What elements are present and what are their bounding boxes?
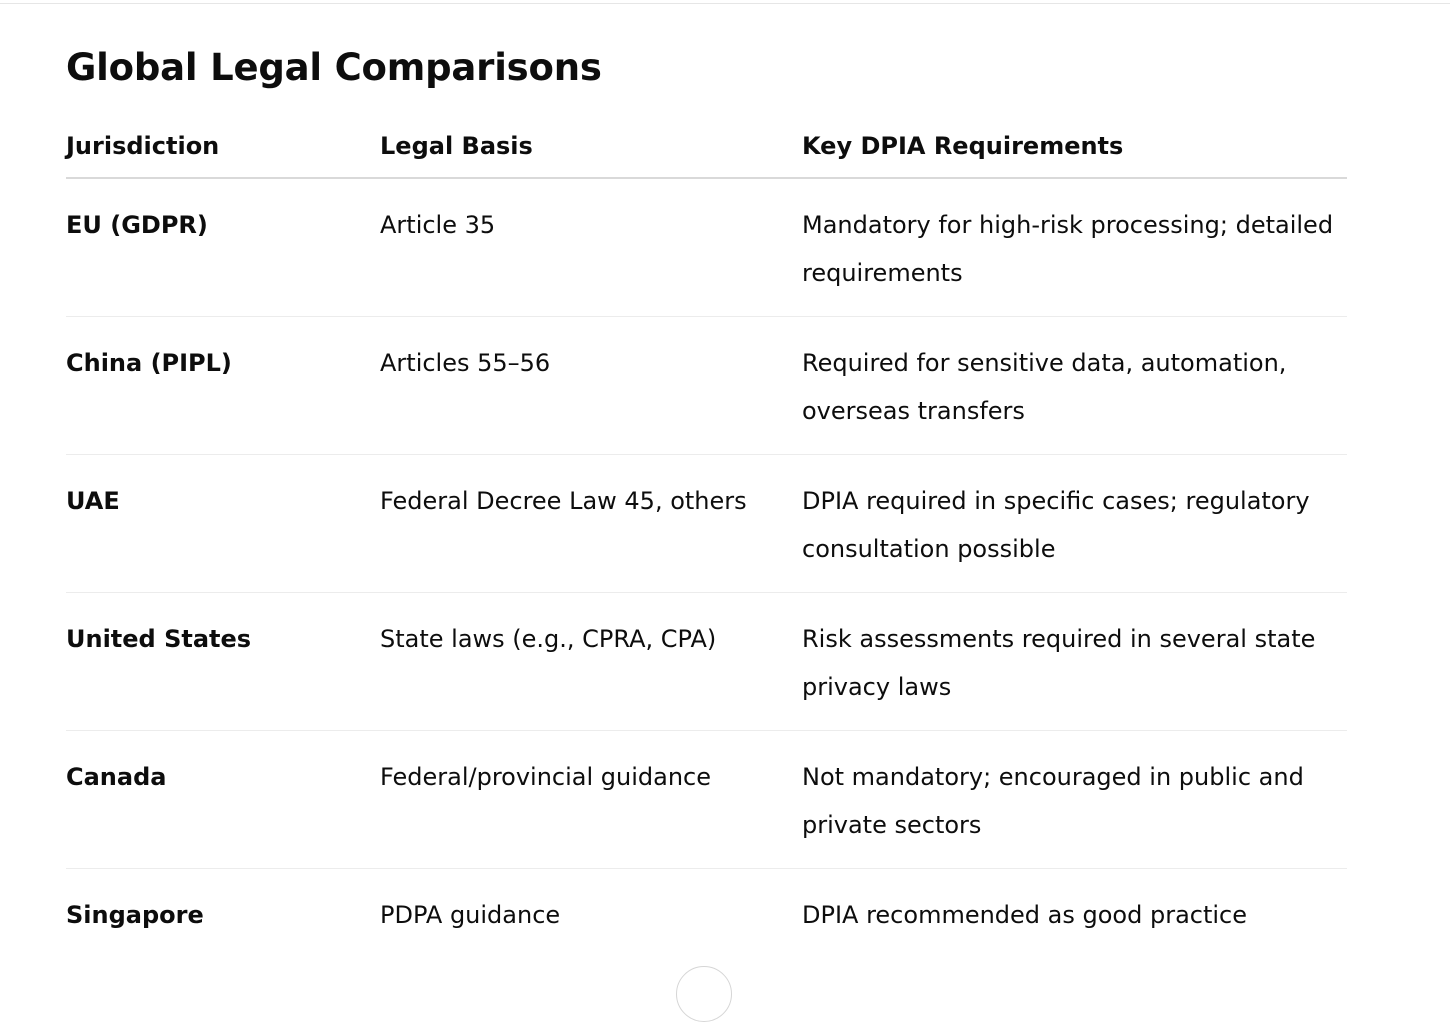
cell-legal-basis: PDPA guidance xyxy=(380,901,561,929)
table-row xyxy=(66,731,1347,869)
cell-requirements: Required for sensitive data, automation, overseas transfers xyxy=(802,349,1287,425)
cell-requirements: Mandatory for high-risk processing; detailed requirements xyxy=(802,211,1334,287)
cell-requirements: Not mandatory; encouraged in public and private sectors xyxy=(802,763,1304,839)
cell-jurisdiction: UAE xyxy=(66,487,120,515)
header-jurisdiction: Jurisdiction xyxy=(66,132,220,160)
table-row xyxy=(66,593,1347,731)
header-legal-basis: Legal Basis xyxy=(380,132,533,160)
table-header-row xyxy=(66,122,1347,179)
cell-requirements: DPIA recommended as good practice xyxy=(802,901,1248,929)
comparison-table xyxy=(66,122,1347,1006)
cell-jurisdiction: EU (GDPR) xyxy=(66,211,208,239)
table-row xyxy=(66,455,1347,593)
table-row xyxy=(66,179,1347,317)
cell-requirements: DPIA required in specific cases; regulatory consultation possible xyxy=(802,487,1310,563)
cell-legal-basis: State laws (e.g., CPRA, CPA) xyxy=(380,625,717,653)
top-divider xyxy=(0,3,1450,4)
cell-legal-basis: Articles 55–56 xyxy=(380,349,551,377)
cell-legal-basis: Federal/provincial guidance xyxy=(380,763,712,791)
cell-jurisdiction: China (PIPL) xyxy=(66,349,232,377)
table-row xyxy=(66,317,1347,455)
scroll-down-button[interactable] xyxy=(676,966,732,1022)
cell-legal-basis: Article 35 xyxy=(380,211,496,239)
cell-jurisdiction: Singapore xyxy=(66,901,204,929)
header-key-dpia-requirements: Key DPIA Requirements xyxy=(802,132,1124,160)
section-heading: Global Legal Comparisons xyxy=(66,46,602,89)
cell-jurisdiction: Canada xyxy=(66,763,167,791)
cell-requirements: Risk assessments required in several state privacy laws xyxy=(802,625,1316,701)
cell-jurisdiction: United States xyxy=(66,625,252,653)
cell-legal-basis: Federal Decree Law 45, others xyxy=(380,487,747,515)
